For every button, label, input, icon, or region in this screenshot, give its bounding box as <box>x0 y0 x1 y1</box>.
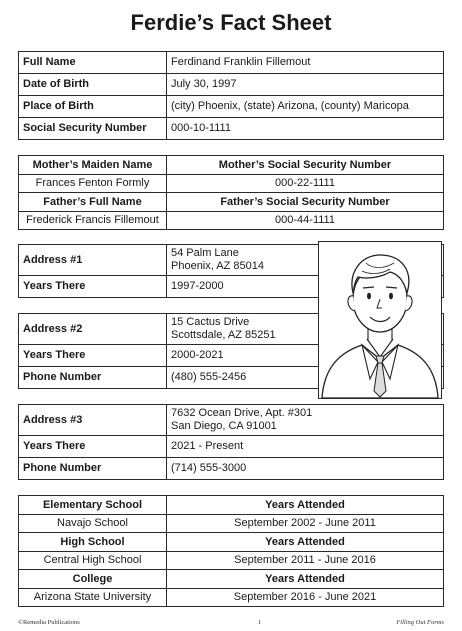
table-row <box>19 212 444 230</box>
place-of-birth-label: Place of Birth <box>19 96 167 118</box>
full-name-label: Full Name <box>19 52 167 74</box>
parents-table <box>18 155 444 230</box>
high-school-name: Central High School <box>19 552 167 570</box>
portrait-illustration <box>318 241 442 399</box>
father-ssn-header: Father’s Social Security Number <box>167 193 444 212</box>
table-row <box>19 405 444 436</box>
address-1-years-label: Years There <box>19 276 167 298</box>
footer-publisher: ©Remedia Publications <box>18 619 80 626</box>
address-3-line-1: 7632 Ocean Drive, Apt. #301 <box>171 407 313 419</box>
mother-ssn-header: Mother’s Social Security Number <box>167 156 444 175</box>
table-row <box>19 515 444 533</box>
table-row <box>19 552 444 570</box>
elementary-school-years: September 2002 - June 2011 <box>167 515 444 533</box>
footer-page-number: 1 <box>258 619 262 626</box>
father-ssn-value: 000-44-1111 <box>167 212 444 230</box>
schools-table <box>18 495 444 607</box>
elementary-years-header: Years Attended <box>167 496 444 515</box>
address-2-phone-value: (480) 555-2456 <box>167 367 444 389</box>
table-row <box>19 458 444 480</box>
ssn-value: 000-10-1111 <box>167 118 444 140</box>
full-name-value: Ferdinand Franklin Fillemout <box>167 52 444 74</box>
father-name-header: Father’s Full Name <box>19 193 167 212</box>
address-2-line-2: Scottsdale, AZ 85251 <box>171 329 276 341</box>
address-3-years-label: Years There <box>19 436 167 458</box>
personal-info-table <box>18 51 444 140</box>
mother-name-value: Frances Fenton Formly <box>19 175 167 193</box>
table-row <box>19 52 444 74</box>
date-of-birth-label: Date of Birth <box>19 74 167 96</box>
date-of-birth-value: July 30, 1997 <box>167 74 444 96</box>
high-school-years-header: Years Attended <box>167 533 444 552</box>
address-2-label: Address #2 <box>19 314 167 345</box>
place-of-birth-value: (city) Phoenix, (state) Arizona, (county) Maricopa <box>167 96 444 118</box>
high-school-header: High School <box>19 533 167 552</box>
address-2-years-label: Years There <box>19 345 167 367</box>
ssn-label: Social Security Number <box>19 118 167 140</box>
address-1-line-1: 54 Palm Lane <box>171 247 239 259</box>
address-1-years-value: 1997-2000 <box>167 276 444 298</box>
table-row <box>19 570 444 589</box>
address-2-phone-label: Phone Number <box>19 367 167 389</box>
address-3-label: Address #3 <box>19 405 167 436</box>
elementary-school-header: Elementary School <box>19 496 167 515</box>
address-3-value <box>167 405 444 436</box>
mother-name-header: Mother’s Maiden Name <box>19 156 167 175</box>
table-row <box>19 589 444 607</box>
table-row <box>19 193 444 212</box>
address-1-line-2: Phoenix, AZ 85014 <box>171 260 264 272</box>
address-1-label: Address #1 <box>19 245 167 276</box>
college-name: Arizona State University <box>19 589 167 607</box>
table-row <box>19 496 444 515</box>
table-row <box>19 118 444 140</box>
address-3-phone-value: (714) 555-3000 <box>167 458 444 480</box>
table-row <box>19 436 444 458</box>
address-2-line-1: 15 Cactus Drive <box>171 316 250 328</box>
table-row <box>19 533 444 552</box>
man-portrait-image <box>318 241 442 399</box>
address-2-years-value: 2000-2021 <box>167 345 444 367</box>
college-header: College <box>19 570 167 589</box>
high-school-years: September 2011 - June 2016 <box>167 552 444 570</box>
elementary-school-name: Navajo School <box>19 515 167 533</box>
father-name-value: Frederick Francis Fillemout <box>19 212 167 230</box>
table-row <box>19 156 444 175</box>
page-title: Ferdie’s Fact Sheet <box>130 10 332 35</box>
address-3-line-2: San Diego, CA 91001 <box>171 420 277 432</box>
mother-ssn-value: 000-22-1111 <box>167 175 444 193</box>
address-3-phone-label: Phone Number <box>19 458 167 480</box>
college-years: September 2016 - June 2021 <box>167 589 444 607</box>
address-3-table <box>18 404 444 480</box>
college-years-header: Years Attended <box>167 570 444 589</box>
footer-title: Filling Out Forms <box>396 619 444 626</box>
table-row <box>19 175 444 193</box>
table-row <box>19 74 444 96</box>
address-3-years-value: 2021 - Present <box>167 436 444 458</box>
table-row <box>19 96 444 118</box>
